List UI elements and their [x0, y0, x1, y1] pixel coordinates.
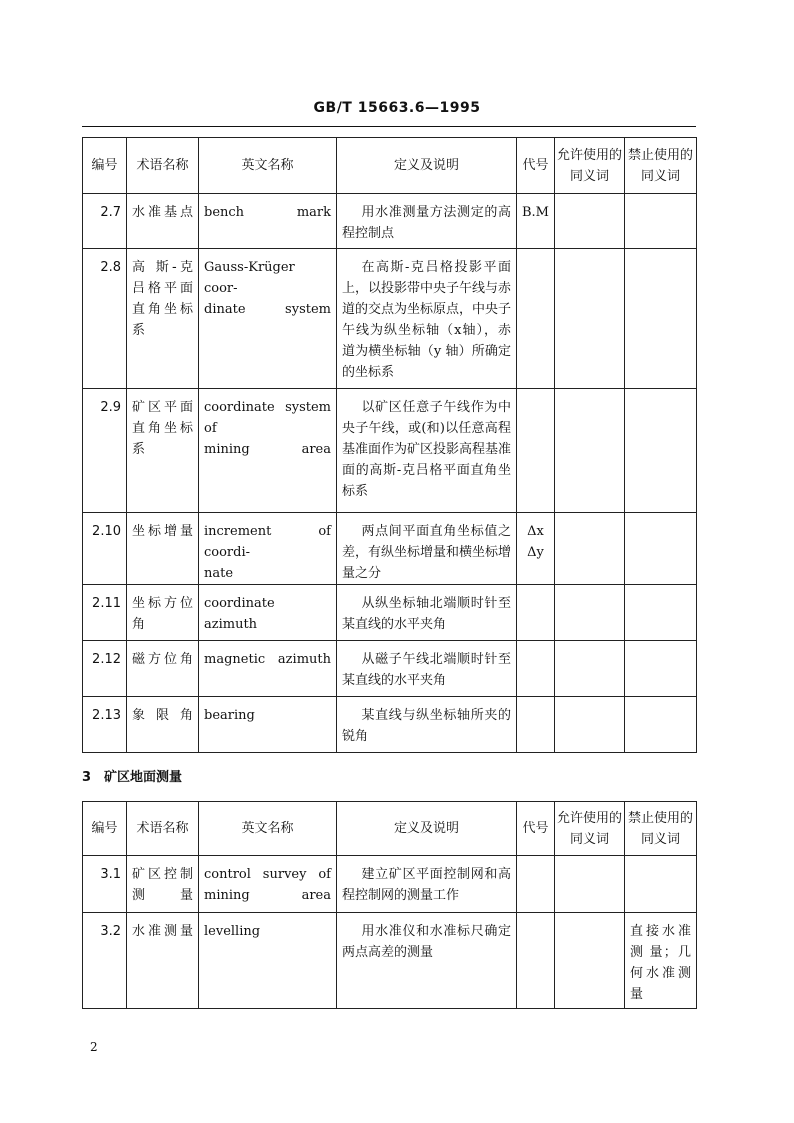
forbidden-synonyms — [625, 913, 697, 1009]
english-name — [199, 513, 337, 585]
term-name-line: 吕格平面 — [132, 281, 193, 296]
table-row — [83, 249, 697, 389]
forbidden-synonyms — [625, 641, 697, 697]
forbidden-synonyms-line: 量 — [630, 987, 644, 1002]
col-header-allowed-synonyms: 允许使用的同义词 — [555, 138, 625, 194]
english-name-line: Gauss-Krüger coor- — [204, 260, 295, 296]
forbidden-synonyms-line: 直接水准 — [630, 924, 691, 939]
symbol-code — [517, 389, 555, 513]
english-name — [199, 585, 337, 641]
col-header-term: 术语名称 — [127, 138, 199, 194]
symbol-code — [517, 856, 555, 913]
symbol-code — [517, 194, 555, 249]
term-name-line: 直角坐标 — [132, 302, 193, 317]
forbidden-synonyms — [625, 194, 697, 249]
term-number: 3.2 — [83, 913, 127, 1009]
english-name — [199, 194, 337, 249]
col-header-code: 代号 — [517, 138, 555, 194]
allowed-synonyms — [555, 585, 625, 641]
symbol-code — [517, 249, 555, 389]
symbol-code-line: B.M — [522, 205, 549, 220]
term-name-line: 坐标方位 — [132, 596, 193, 611]
term-name-line: 高 斯-克 — [132, 260, 193, 275]
header-rule — [82, 126, 696, 127]
term-number: 2.11 — [83, 585, 127, 641]
table-header-row — [83, 138, 697, 194]
english-name — [199, 249, 337, 389]
term-name-line: 磁方位角 — [132, 652, 193, 667]
forbidden-synonyms — [625, 856, 697, 913]
symbol-code — [517, 641, 555, 697]
english-name-line: magnetic azimuth — [204, 652, 331, 667]
col-header-number: 编号 — [83, 138, 127, 194]
col-header-allowed-synonyms: 允许使用的同义词 — [555, 802, 625, 856]
term-name — [127, 913, 199, 1009]
table-row — [83, 194, 697, 249]
terms-table-section-2 — [82, 137, 697, 753]
english-name-line: bearing — [204, 708, 255, 723]
term-name — [127, 585, 199, 641]
definition: 在高斯-克吕格投影平面上，以投影带中央子午线与赤道的交点为坐标原点，中央子午线为纵坐标轴（x轴），赤道为横坐标轴（y 轴）所确定的坐标系 — [337, 249, 517, 389]
english-name-line: coordinate azimuth — [204, 596, 275, 632]
table-row — [83, 389, 697, 513]
allowed-synonyms — [555, 913, 625, 1009]
term-name-line: 水准测量 — [132, 924, 193, 939]
term-name-line: 测量 — [132, 888, 193, 903]
allowed-synonyms — [555, 513, 625, 585]
definition: 用水准测量方法测定的高程控制点 — [337, 194, 517, 249]
allowed-synonyms — [555, 249, 625, 389]
col-header-term: 术语名称 — [127, 802, 199, 856]
table-row — [83, 641, 697, 697]
definition: 两点间平面直角坐标值之差，有纵坐标增量和横坐标增量之分 — [337, 513, 517, 585]
english-name-line: nate — [204, 566, 234, 581]
symbol-code — [517, 585, 555, 641]
term-number: 2.8 — [83, 249, 127, 389]
term-name — [127, 389, 199, 513]
term-name — [127, 697, 199, 753]
forbidden-synonyms-line: 测 量；几 — [630, 945, 691, 960]
term-number: 3.1 — [83, 856, 127, 913]
section-3-title: 3 矿区地面测量 — [82, 770, 183, 785]
allowed-synonyms — [555, 194, 625, 249]
forbidden-synonyms — [625, 389, 697, 513]
table-row — [83, 585, 697, 641]
definition: 从纵坐标轴北端顺时针至某直线的水平夹角 — [337, 585, 517, 641]
symbol-code — [517, 697, 555, 753]
col-header-definition: 定义及说明 — [337, 138, 517, 194]
forbidden-synonyms-line: 何水准测 — [630, 966, 691, 981]
english-name-line: bench mark — [204, 205, 331, 220]
definition: 从磁子午线北端顺时针至某直线的水平夹角 — [337, 641, 517, 697]
term-number: 2.13 — [83, 697, 127, 753]
col-header-definition: 定义及说明 — [337, 802, 517, 856]
term-number: 2.10 — [83, 513, 127, 585]
col-header-forbidden-synonyms: 禁止使用的同义词 — [625, 802, 697, 856]
allowed-synonyms — [555, 641, 625, 697]
symbol-code-line: Δx — [527, 524, 544, 539]
table-row — [83, 856, 697, 913]
col-header-english: 英文名称 — [199, 802, 337, 856]
table-row — [83, 697, 697, 753]
english-name-line: coordinate system of — [204, 400, 331, 436]
term-number: 2.7 — [83, 194, 127, 249]
col-header-forbidden-synonyms: 禁止使用的同义词 — [625, 138, 697, 194]
symbol-code-line: Δy — [527, 545, 544, 560]
term-name-line: 系 — [132, 442, 146, 457]
term-name — [127, 249, 199, 389]
forbidden-synonyms — [625, 697, 697, 753]
term-name-line: 坐标增量 — [132, 524, 193, 539]
english-name-line: control survey of — [204, 867, 331, 882]
col-header-code: 代号 — [517, 802, 555, 856]
table-body — [83, 856, 697, 1009]
term-name-line: 矿区控制 — [132, 867, 193, 882]
table-header-row — [83, 802, 697, 856]
term-number: 2.9 — [83, 389, 127, 513]
forbidden-synonyms — [625, 249, 697, 389]
term-name — [127, 856, 199, 913]
document-header: GB/T 15663.6—1995 — [313, 100, 481, 116]
allowed-synonyms — [555, 697, 625, 753]
term-name-line: 直角坐标 — [132, 421, 193, 436]
english-name — [199, 856, 337, 913]
definition: 以矿区任意子午线作为中央子午线，或(和)以任意高程基准面作为矿区投影高程基准面的高斯-克吕格平面直角坐标系 — [337, 389, 517, 513]
table-body — [83, 194, 697, 753]
english-name — [199, 389, 337, 513]
page-number: 2 — [90, 1040, 98, 1054]
english-name-line: levelling — [204, 924, 261, 939]
allowed-synonyms — [555, 389, 625, 513]
english-name — [199, 641, 337, 697]
allowed-synonyms — [555, 856, 625, 913]
table-row — [83, 913, 697, 1009]
english-name-line: mining area — [204, 888, 331, 903]
english-name — [199, 697, 337, 753]
english-name — [199, 913, 337, 1009]
term-name — [127, 194, 199, 249]
definition: 建立矿区平面控制网和高程控制网的测量工作 — [337, 856, 517, 913]
english-name-line: dinate system — [204, 302, 331, 317]
forbidden-synonyms — [625, 513, 697, 585]
term-name-line: 角 — [132, 617, 146, 632]
forbidden-synonyms — [625, 585, 697, 641]
table-row — [83, 513, 697, 585]
english-name-line: increment of coordi- — [204, 524, 331, 560]
col-header-number: 编号 — [83, 802, 127, 856]
symbol-code — [517, 913, 555, 1009]
english-name-line: mining area — [204, 442, 331, 457]
term-name-line: 矿区平面 — [132, 400, 193, 415]
definition: 某直线与纵坐标轴所夹的锐角 — [337, 697, 517, 753]
terms-table-section-3 — [82, 801, 697, 1009]
term-name-line: 象限角 — [132, 708, 193, 723]
symbol-code — [517, 513, 555, 585]
term-name — [127, 513, 199, 585]
term-name — [127, 641, 199, 697]
col-header-english: 英文名称 — [199, 138, 337, 194]
term-name-line: 系 — [132, 323, 146, 338]
term-number: 2.12 — [83, 641, 127, 697]
definition: 用水准仪和水准标尺确定两点高差的测量 — [337, 913, 517, 1009]
term-name-line: 水准基点 — [132, 205, 193, 220]
